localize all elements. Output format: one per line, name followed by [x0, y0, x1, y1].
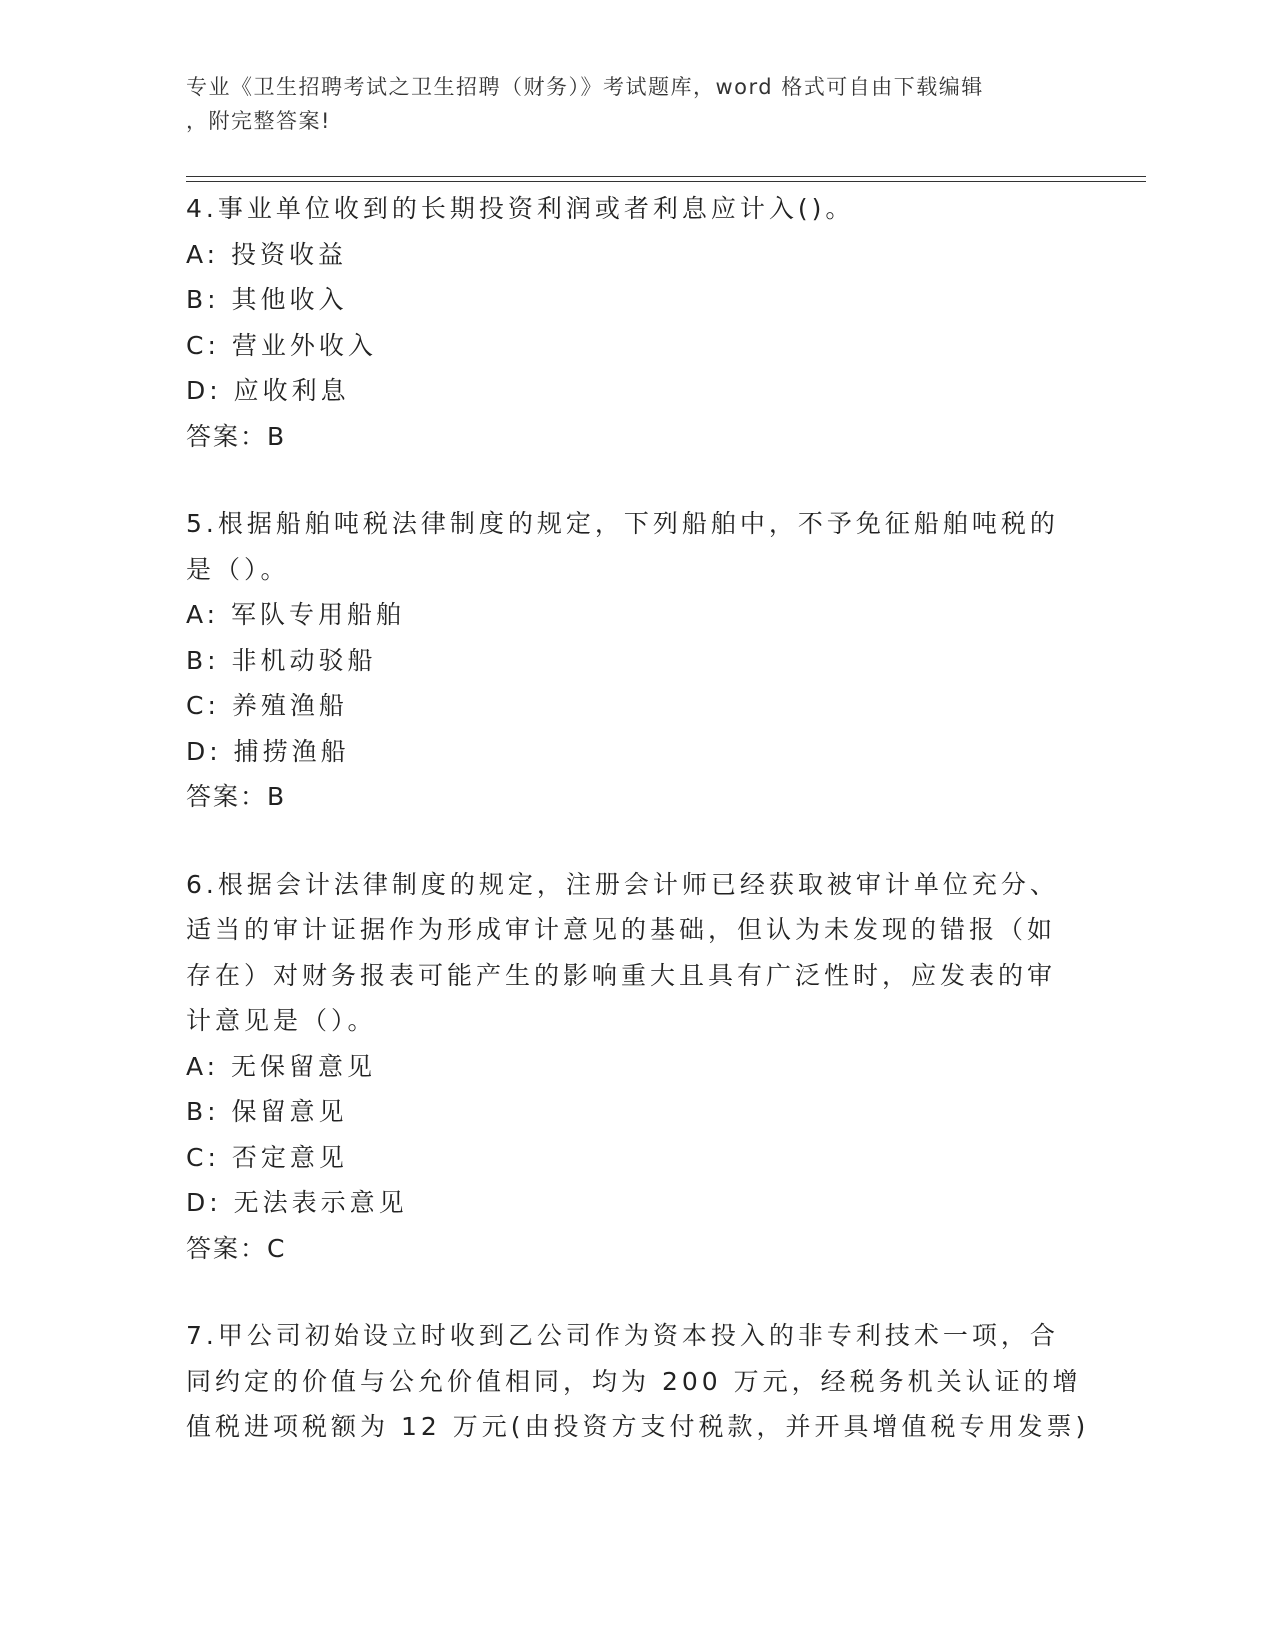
header-divider-top [186, 176, 1146, 177]
option-a: A: 投资收益 [186, 239, 348, 269]
option-c: C: 否定意见 [186, 1142, 348, 1172]
question-stem-line-1: 6.根据会计法律制度的规定，注册会计师已经获取被审计单位充分、 [186, 869, 1059, 899]
question-6 [186, 862, 1086, 1272]
option-b: B: 保留意见 [186, 1097, 348, 1126]
question-stem-line-1: 7.甲公司初始设立时收到乙公司作为资本投入的非专利技术一项，合 [186, 1321, 1059, 1350]
header-divider-bottom [186, 181, 1146, 182]
question-4 [186, 186, 1086, 459]
option-a: A: 军队专用船舶 [186, 600, 406, 629]
question-stem-line-2: 是（）。 [186, 554, 290, 584]
answer: 答案：C [186, 1233, 287, 1263]
answer: 答案：B [186, 421, 287, 451]
question-stem-line-3: 存在）对财务报表可能产生的影响重大且具有广泛性时，应发表的审 [186, 960, 1057, 990]
option-d: D: 应收利息 [186, 376, 350, 405]
question-stem-line-3: 值税进项税额为 12 万元(由投资方支付税款，并开具增值税专用发票) [186, 1412, 1090, 1441]
question-5 [186, 501, 1086, 820]
option-c: C: 营业外收入 [186, 330, 377, 360]
question-stem-line-4: 计意见是（）。 [186, 1006, 377, 1035]
answer: 答案：B [186, 782, 287, 811]
question-list [186, 186, 1090, 1492]
option-a: A: 无保留意见 [186, 1051, 377, 1081]
document-header [186, 70, 1066, 138]
option-d: D: 无法表示意见 [186, 1188, 408, 1217]
question-stem-line-1: 5.根据船舶吨税法律制度的规定，下列船舶中，不予免征船舶吨税的 [186, 509, 1059, 538]
option-b: B: 非机动驳船 [186, 645, 377, 675]
option-c: C: 养殖渔船 [186, 691, 348, 720]
question-stem-line-2: 同约定的价值与公允价值相同，均为 200 万元，经税务机关认证的增 [186, 1366, 1082, 1396]
header-line-1: 专业《卫生招聘考试之卫生招聘（财务）》考试题库，word 格式可自由下载编辑 [186, 75, 984, 99]
header-line-2: ，附完整答案! [186, 109, 331, 133]
option-b: B: 其他收入 [186, 285, 348, 314]
question-7 [186, 1313, 1090, 1450]
question-stem: 4.事业单位收到的长期投资利润或者利息应计入()。 [186, 194, 855, 223]
option-d: D: 捕捞渔船 [186, 736, 350, 766]
question-stem-line-2: 适当的审计证据作为形成审计意见的基础，但认为未发现的错报（如 [186, 915, 1057, 944]
